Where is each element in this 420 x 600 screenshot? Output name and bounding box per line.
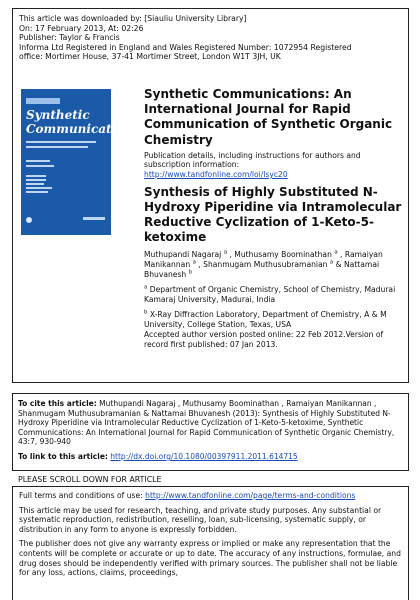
- publication-details-text: Publication details, including instructions for authors and subscription information:: [144, 150, 361, 170]
- doi-link[interactable]: http://dx.doi.org/10.1080/00397911.2011.614715: [110, 451, 298, 461]
- journal-cover-image: [21, 89, 145, 235]
- author-affiliation-marker: a: [334, 249, 338, 256]
- cover-text-line: [26, 165, 54, 167]
- author-name: Nattamai Bhuvanesh: [144, 260, 380, 280]
- cover-text-line: [26, 141, 96, 143]
- download-header: [19, 14, 404, 62]
- cover-title-line1: Synthetic: [26, 108, 90, 122]
- article-info-panel: [12, 8, 409, 383]
- header-line: This article was downloaded by: [Siauliu University Library]: [19, 14, 247, 23]
- journal-url-link[interactable]: http://www.tandfonline.com/loi/lsyc20: [144, 170, 288, 179]
- cover-text-line: [26, 187, 52, 189]
- author-separator: ,: [337, 250, 345, 260]
- citation-text: Muthupandi Nagaraj , Muthusamy Boominathan , Ramaiyan Manikannan , Shanmugam Muthusubramanian & Nattamai Bhuvanesh (2013): Synthesis of Highly Substituted N-Hydroxy Piperidine via Intramolecular Reductive Cyclization of 1-Keto-5-ketoxime, Synthetic Communications: An International Journal for Rapid Communication of Synthetic Organic Chemistry, 43:7, 930-940: [18, 399, 395, 447]
- cover-text-line: [26, 179, 46, 181]
- header-line: On: 17 February 2013, At: 02:26: [19, 23, 144, 33]
- author-name: Muthupandi Nagaraj: [144, 250, 222, 260]
- author-name: Muthusamy Boominathan: [234, 250, 332, 260]
- author-affiliation-marker: a: [223, 249, 228, 256]
- terms-paragraph: The publisher does not give any warranty express or implied or make any representation that the contents will be complete or accurate or up to date. The accuracy of any instructions, formulae, and drug doses should be independently verified with primary sources. The publisher shall not be liable for any loss, actions, claims, proceedings,: [19, 539, 401, 578]
- author-name: Ramaiyan Manikannan: [144, 250, 383, 270]
- author-list: [144, 250, 406, 280]
- author-separator: ,: [195, 260, 204, 270]
- journal-title: Synthetic Communications: An International Journal for Rapid Communication of Synthetic Organic Chemistry: [144, 87, 393, 147]
- terms-block: [19, 491, 405, 583]
- article-details: [144, 87, 406, 350]
- cover-text-line: [26, 191, 48, 193]
- cover-text-line: [26, 146, 88, 148]
- author-separator: &: [333, 260, 344, 270]
- author-affiliation-marker: a: [329, 259, 334, 266]
- terms-url-link[interactable]: http://www.tandfonline.com/page/terms-and-conditions: [145, 491, 356, 500]
- author-separator: ,: [227, 250, 235, 260]
- terms-panel: [12, 486, 409, 600]
- cover-footer-line: [83, 217, 105, 220]
- terms-paragraph: This article may be used for research, teaching, and private study purposes. Any substantial or systematic reproduction, redistribution, reselling, loan, sub-licensing, systematic supply, or distribution in any form to anyone is expressly forbidden.: [19, 505, 382, 534]
- accepted-version-note: Accepted author version posted online: 22 Feb 2012.Version of record first published: 07 Jan 2013.: [144, 330, 384, 350]
- article-title: Synthesis of Highly Substituted N-Hydroxy Piperidine via Intramolecular Reductive Cyclization of 1-Keto-5-ketoxime: [144, 184, 402, 245]
- affiliation-b: [144, 310, 406, 330]
- publisher-logo-icon: [26, 217, 32, 223]
- terms-intro-text: Full terms and conditions of use:: [19, 491, 146, 500]
- header-line: office: Mortimer House, 37-41 Mortimer Street, London W1T 3JH, UK: [19, 52, 281, 62]
- citation-panel: [12, 393, 409, 471]
- cover-text-line: [26, 160, 50, 162]
- cover-brand-bar: [26, 98, 60, 104]
- author-name: Shanmugam Muthusubramanian: [203, 260, 328, 270]
- terms-intro: [19, 491, 405, 501]
- affiliation-a: [144, 285, 406, 305]
- author-affiliation-marker: a: [192, 259, 196, 266]
- author-affiliation-marker: b: [188, 269, 193, 276]
- article-link-label: To link to this article:: [18, 451, 108, 461]
- citation-block: [18, 399, 406, 462]
- affiliation-a-marker: a: [144, 284, 148, 291]
- cover-text-line: [26, 183, 44, 185]
- affiliation-b-text: X-Ray Diffraction Laboratory, Department of Chemistry, A & M University, College Station, Texas, USA: [144, 310, 387, 330]
- affiliation-b-marker: b: [144, 309, 148, 316]
- article-link-row: [18, 452, 406, 462]
- affiliation-a-text: Department of Organic Chemistry, School of Chemistry, Madurai Kamaraj University, Madurai, India: [144, 285, 396, 305]
- cover-text-line: [26, 175, 46, 177]
- publication-details: [144, 151, 406, 180]
- scroll-notice: PLEASE SCROLL DOWN FOR ARTICLE: [18, 475, 162, 484]
- header-line: Informa Ltd Registered in England and Wales Registered Number: 1072954 Registered: [19, 42, 352, 52]
- citation-label: To cite this article:: [18, 399, 97, 408]
- header-line: Publisher: Taylor & Francis: [19, 33, 120, 43]
- cover-title-line2: Communications:: [26, 122, 145, 136]
